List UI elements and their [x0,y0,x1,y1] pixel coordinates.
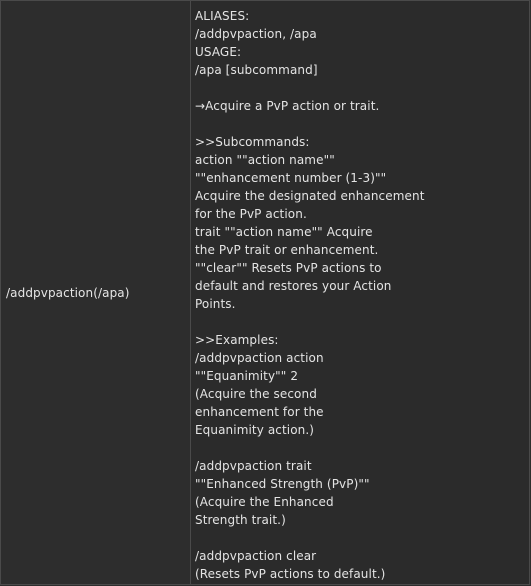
description-line [195,115,529,133]
description-line: default and restores your Action [195,279,392,293]
description-line: Strength trait.) [195,513,286,527]
description-line: ""Enhanced Strength (PvP)"" [195,477,370,491]
command-name: /addpvpaction(/apa) [6,285,130,300]
description-line: >>Subcommands: [195,135,310,149]
description-line: USAGE: [195,45,242,59]
description-line: /addpvpaction, /apa [195,27,317,41]
description-line: the PvP trait or enhancement. [195,243,379,257]
description-line: trait ""action name"" Acquire [195,225,373,239]
description-line: action ""action name"" [195,153,335,167]
description-line: ""Equanimity"" 2 [195,369,299,383]
description-line: enhancement for the [195,405,324,419]
description-line [195,313,529,331]
description-line [195,79,529,97]
description-line: →Acquire a PvP action or trait. [195,99,380,113]
description-line: >>Examples: [195,333,279,347]
description-line: for the PvP action. [195,207,307,221]
description-cell [191,1,529,584]
description-line: /addpvpaction clear [195,549,317,563]
description-line: Equanimity action.) [195,423,315,437]
description-line: /addpvpaction action [195,351,324,365]
command-cell [1,1,191,584]
description-line: (Resets PvP actions to default.) [195,567,386,581]
description-line: (Acquire the Enhanced [195,495,334,509]
description-line: /apa [subcommand] [195,63,318,77]
description-line: ALIASES: [195,9,250,23]
description-line: ""clear"" Resets PvP actions to [195,261,382,275]
description-line [195,529,529,547]
description-line: Points. [195,297,236,311]
description-line: /addpvpaction trait [195,459,312,473]
description-line: ""enhancement number (1-3)"" [195,171,387,185]
description-line: Acquire the designated enhancement [195,189,425,203]
description-line: (Acquire the second [195,387,317,401]
description-line [195,439,529,457]
